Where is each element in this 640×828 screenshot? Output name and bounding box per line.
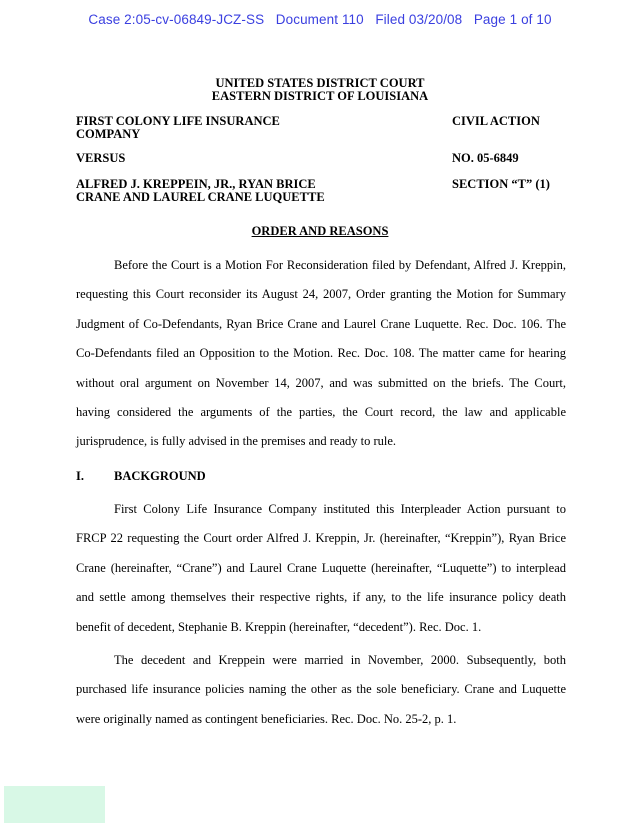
defendants-line-1: ALFRED J. KREPPEIN, JR., RYAN BRICE: [76, 177, 316, 191]
section-heading: [76, 469, 206, 484]
section-number-label: I.: [76, 469, 84, 483]
plaintiff-line-2: COMPANY: [76, 127, 141, 141]
civil-action-label: CIVIL ACTION: [452, 114, 540, 128]
court-district: EASTERN DISTRICT OF LOUISIANA: [211, 89, 429, 103]
section-number: SECTION “T” (1): [452, 177, 550, 191]
order-title: ORDER AND REASONS: [251, 224, 389, 238]
defendants-line-2: CRANE AND LAUREL CRANE LUQUETTE: [76, 190, 325, 204]
court-name: UNITED STATES DISTRICT COURT: [215, 76, 425, 90]
plaintiff-line-1: FIRST COLONY LIFE INSURANCE: [76, 114, 280, 128]
plaintiff-name: [76, 115, 376, 141]
court-heading: [0, 77, 640, 103]
case-number: NO. 05-6849: [452, 151, 519, 165]
paragraph-background-2: The decedent and Kreppein were married in November, 2000. Subsequently, both purchased life insurance policies naming the other as the sole beneficiary. Crane and Luquette were originally named as contingent beneficiaries. Rec. Doc. No. 25-2, p. 1.: [76, 653, 566, 726]
paragraph-intro: Before the Court is a Motion For Reconsideration filed by Defendant, Alfred J. Kreppin, requesting this Court reconsider its August 24, 2007, Order granting the Motion for Summary Judgment of Co-Defendants, Ryan Brice Crane and Laurel Crane Luquette. Rec. Doc. 106. The Co-Defendants filed an Opposition to the Motion. Rec. Doc. 108. The matter came for hearing without oral argument on November 14, 2007, and was submitted on the briefs. The Court, having considered the arguments of the parties, the Court record, the law and applicable jurisprudence, is fully advised in the premises and ready to rule.: [76, 258, 566, 449]
versus-label: VERSUS: [76, 151, 126, 165]
paragraph-background-1: First Colony Life Insurance Company instituted this Interpleader Action pursuant to FRCP 22 requesting the Court order Alfred J. Kreppin, Jr. (hereinafter, “Kreppin”), Ryan Brice Crane (hereinafter, “Crane”) and Laurel Crane Luquette (hereinafter, “Luquette”) to interplead and settle among themselves their respective rights, if any, to the life insurance policy death benefit of decedent, Stephanie B. Kreppin (hereinafter, “decedent”). Rec. Doc. 1.: [76, 502, 566, 634]
defendants-names: [76, 178, 376, 204]
section-title: BACKGROUND: [114, 469, 206, 483]
corner-highlight-box: [4, 786, 105, 823]
case-header-stamp: Case 2:05-cv-06849-JCZ-SS Document 110 Filed 03/20/08 Page 1 of 10: [88, 12, 552, 27]
